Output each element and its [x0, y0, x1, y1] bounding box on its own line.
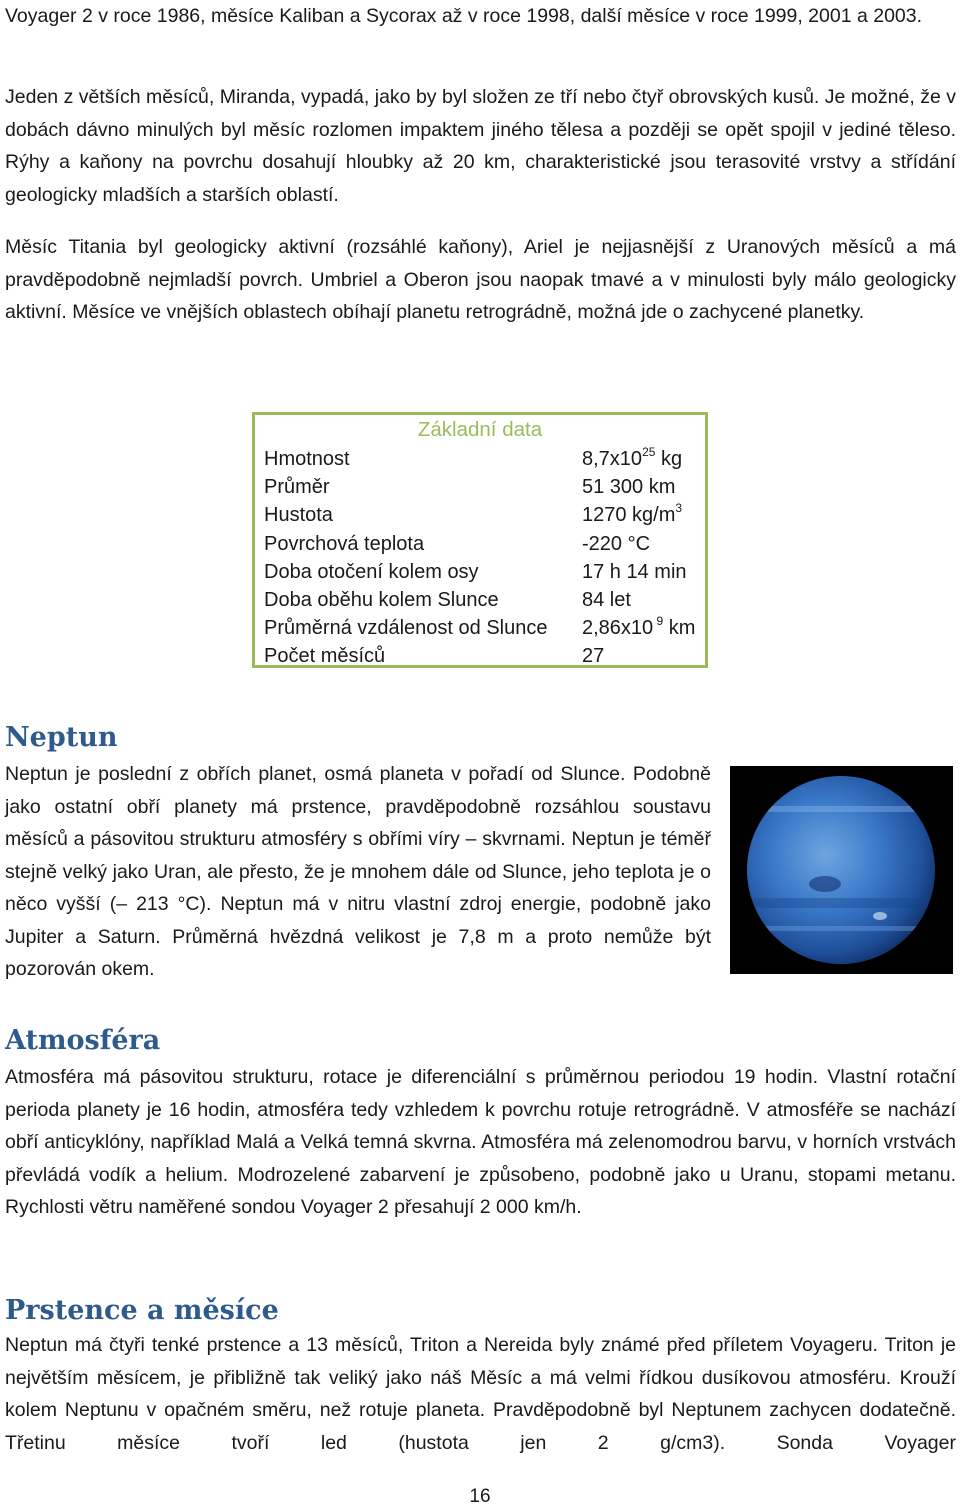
data-row-value: -220 °C — [582, 532, 651, 555]
section-heading-prstence: Prstence a měsíce — [5, 1295, 279, 1326]
data-row — [264, 473, 704, 501]
data-row-label: Průměrná vzdálenost od Slunce — [264, 617, 548, 640]
data-row-value: 27 — [582, 645, 605, 668]
page-number: 16 — [469, 1486, 491, 1507]
section-heading-atmosfera: Atmosféra — [5, 1025, 161, 1056]
data-row — [264, 445, 704, 473]
basic-data-title: Základní data — [417, 418, 543, 441]
neptun-paragraph: Neptun je poslední z obřích planet, osmá planeta v pořadí od Slunce. Podobně jako ostatní obří planety má prstence, pravděpodobně rozsáhlou soustavu měsíců a pásovitou strukturu atmosféry s obřími víry – skvrnami. Neptun je téměř stejně velký jako Uran, ale přesto, že je mnohem dále od Slunce, jeho teplota je o něco vyšší (– 213 °C). Neptun má v nitru vlastní zdroj energie, podobně jako Jupiter a Saturn. Průměrná hvězdná velikost je 7,8 m a proto nemůže být pozorován okem. — [5, 763, 711, 980]
data-row-label: Doba otočení kolem osy — [264, 560, 479, 583]
data-row — [264, 614, 704, 642]
intro-paragraph-2: Jeden z větších měsíců, Miranda, vypadá, jako by byl složen ze tří nebo čtyř obrovských kusů. Je možné, že v dobách dávno minulých byl měsíc rozlomen impaktem jiného tělesa a později se opět spojil v jediné těleso. Rýhy a kaňony na povrchu dosahují hloubky až 20 km, charakteristické jsou terasovité vrstvy a střídání geologicky mladších a starších oblastí. — [5, 86, 956, 206]
atmosfera-paragraph: Atmosféra má pásovitou strukturu, rotace je diferenciální s průměrnou periodou 19 hodin. Vlastní rotační perioda planety je 16 hodin, atmosféra tedy vzhledem k povrchu rotuje retrográdně. V atmosféře se nachází obří anticyklóny, například Malá a Velká temná skvrna. Atmosféra má zelenomodrou barvu, v horních vrstvách převládá vodík a helium. Modrozelené zabarvení je způsobeno, podobně jako u Uranu, stopami metanu. Rychlosti větru naměřené sondou Voyager 2 přesahují 2 000 km/h. — [5, 1066, 956, 1218]
data-row-value: 1270 $kg/m^3$ — [582, 501, 683, 527]
intro-paragraph-3: Měsíc Titania byl geologicky aktivní (rozsáhlé kaňony), Ariel je nejjasnější z Uranových měsíců a má pravděpodobně nejmladší povrch. Umbriel a Oberon jsou naopak tmavé a v minulosti byly málo geologicky aktivní. Měsíce ve vnějších oblastech obíhají planetu retrográdně, možná jde o zachycené planetky. — [5, 236, 956, 323]
data-row — [264, 530, 704, 558]
data-row — [264, 501, 704, 529]
section-heading-neptun: Neptun — [5, 722, 118, 753]
neptune-planet-image — [730, 766, 953, 974]
basic-data-table — [252, 412, 708, 668]
data-row-exponent: 9 — [653, 614, 664, 629]
data-row — [264, 558, 704, 586]
prstence-paragraph: Neptun má čtyři tenké prstence a 13 měsíců, Triton a Nereida byly známé před příletem Voyageru. Triton je největším měsícem, je přibližně tak veliký jako náš Měsíc a má velmi řídkou dusíkovou atmosféru. Krouží kolem Neptunu v opačném směru, než rotuje planeta. Pravděpodobně byl Neptunem zachycen dodatečně. Třetinu měsíce tvoří led (hustota jen 2 g/cm3). Sonda Voyager — [5, 1334, 956, 1454]
data-row-label: Doba oběhu kolem Slunce — [264, 589, 499, 611]
data-row — [264, 642, 704, 670]
data-row-value: 17 h 14 min — [582, 560, 687, 583]
data-row-exponent: 25 — [642, 445, 656, 459]
data-row-exponent: 3 — [675, 501, 683, 516]
intro-paragraph-1: Voyager 2 v roce 1986, měsíce Kaliban a Sycorax až v roce 1998, další měsíce v roce 1999, 2001 a 2003. — [5, 5, 923, 27]
data-row-value: 51 300 km — [582, 476, 676, 499]
data-row-value: $8,7x10^{25}$ kg — [582, 445, 683, 470]
data-row-value: 2,86x10 $^9$ km — [582, 614, 696, 640]
data-row — [264, 586, 704, 614]
data-row-label: Povrchová teplota — [264, 532, 425, 555]
data-row-value: 84 let — [582, 589, 631, 611]
data-row-label: Počet měsíců — [264, 645, 386, 668]
data-row-label: Hmotnost — [264, 448, 350, 470]
data-row-label: Průměr — [264, 476, 330, 499]
data-row-label: Hustota — [264, 504, 333, 527]
